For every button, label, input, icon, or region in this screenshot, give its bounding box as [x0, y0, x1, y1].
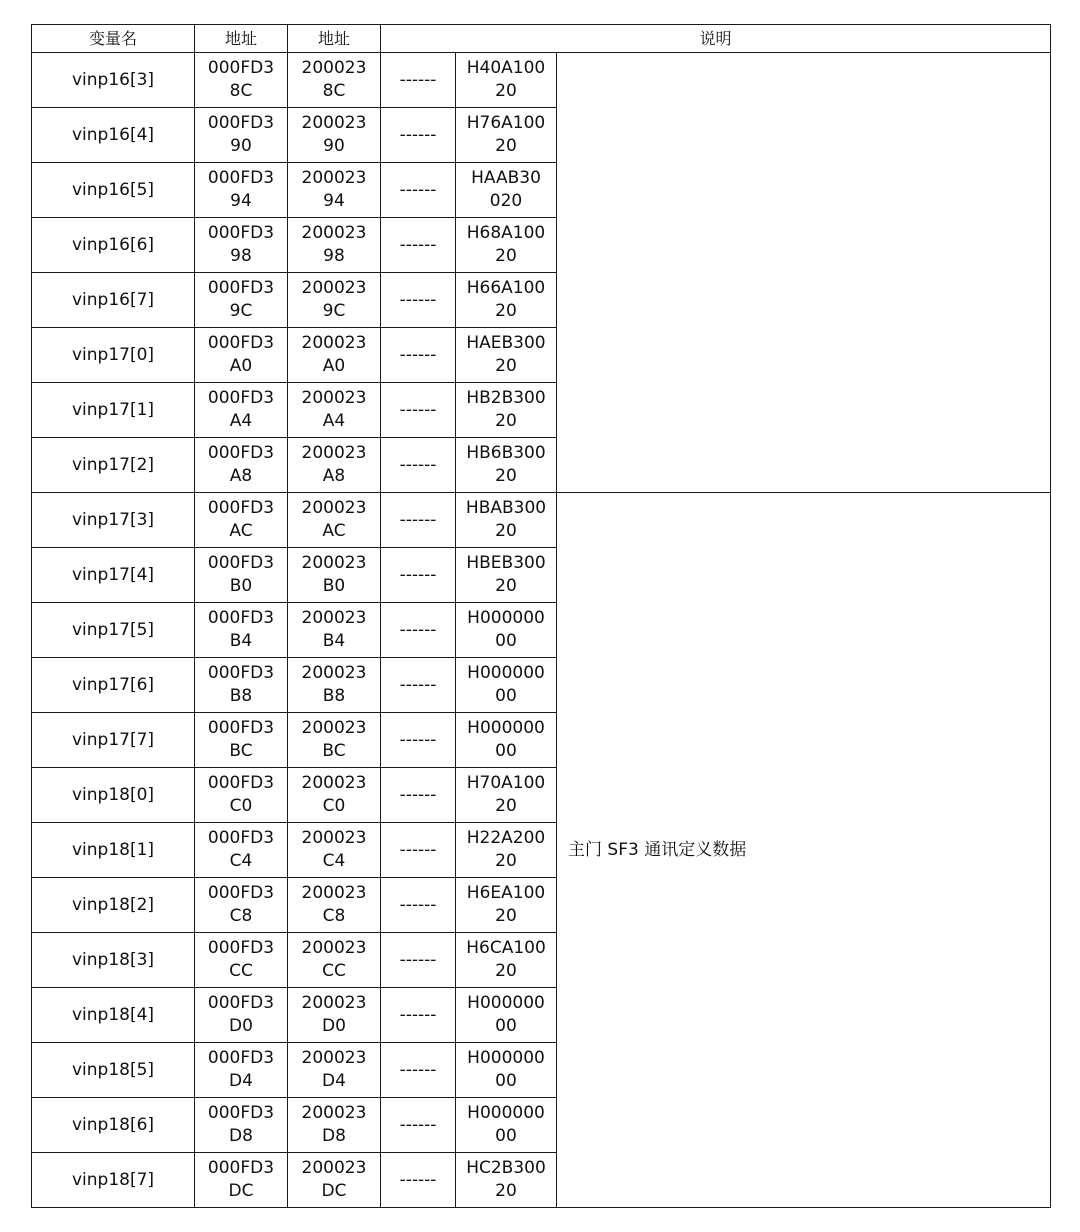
address-1-cell-line: 000FD3	[207, 168, 275, 188]
value-cell	[456, 878, 557, 933]
placeholder-dash-cell: ------	[381, 988, 456, 1043]
address-2-cell-line: B0	[322, 576, 346, 596]
value-cell	[456, 988, 557, 1043]
variable-name-cell: vinp18[2]	[32, 878, 195, 933]
placeholder-dash-cell: ------	[381, 603, 456, 658]
address-2-cell	[288, 1043, 381, 1098]
value-cell-line: 20	[495, 961, 517, 981]
address-2-cell-line: 200023	[301, 168, 367, 188]
value-cell-line: 020	[489, 191, 523, 211]
variable-name-cell: vinp17[4]	[32, 548, 195, 603]
address-2-cell	[288, 988, 381, 1043]
address-1-cell-line: D0	[229, 1016, 253, 1036]
placeholder-dash-cell: ------	[381, 163, 456, 218]
address-1-cell	[195, 163, 288, 218]
value-cell	[456, 53, 557, 108]
address-1-cell-line: D8	[229, 1126, 253, 1146]
value-cell	[456, 108, 557, 163]
value-cell-line: 20	[495, 81, 517, 101]
address-2-cell-line: 200023	[301, 498, 367, 518]
address-1-cell	[195, 823, 288, 878]
address-2-cell-line: 94	[323, 191, 345, 211]
value-cell	[456, 603, 557, 658]
value-cell	[456, 1098, 557, 1153]
address-1-cell	[195, 603, 288, 658]
address-1-cell-line: 000FD3	[207, 663, 275, 683]
address-1-cell-line: 000FD3	[207, 333, 275, 353]
value-cell	[456, 328, 557, 383]
value-cell-line: 20	[495, 576, 517, 596]
address-2-cell-line: D0	[322, 1016, 346, 1036]
variable-name-cell: vinp16[4]	[32, 108, 195, 163]
address-2-cell-line: B8	[322, 686, 346, 706]
address-1-cell-line: 000FD3	[207, 278, 275, 298]
value-cell-line: 20	[495, 1181, 517, 1201]
address-2-cell-line: 200023	[301, 1158, 367, 1178]
address-2-cell	[288, 218, 381, 273]
value-cell	[456, 768, 557, 823]
value-cell	[456, 273, 557, 328]
header-address-1: 地址	[195, 25, 288, 53]
address-1-cell	[195, 1098, 288, 1153]
address-2-cell-line: 200023	[301, 278, 367, 298]
address-2-cell-line: CC	[322, 961, 346, 981]
value-cell-line: HBEB300	[466, 553, 546, 573]
address-2-cell-line: 200023	[301, 223, 367, 243]
value-cell-line: H000000	[467, 608, 545, 628]
address-1-cell	[195, 1043, 288, 1098]
register-table	[31, 24, 1051, 1208]
address-2-cell-line: 200023	[301, 883, 367, 903]
placeholder-dash-cell: ------	[381, 823, 456, 878]
value-cell-line: H6EA100	[466, 883, 546, 903]
value-cell-line: 00	[495, 741, 517, 761]
address-2-cell-line: 200023	[301, 1103, 367, 1123]
value-cell	[456, 218, 557, 273]
variable-name-cell: vinp16[3]	[32, 53, 195, 108]
value-cell	[456, 1043, 557, 1098]
value-cell-line: H40A100	[466, 58, 546, 78]
address-1-cell-line: C0	[229, 796, 253, 816]
address-1-cell-line: AC	[229, 521, 253, 541]
placeholder-dash-cell: ------	[381, 768, 456, 823]
address-2-cell	[288, 658, 381, 713]
address-1-cell-line: 000FD3	[207, 773, 275, 793]
address-1-cell-line: A0	[229, 356, 253, 376]
address-2-cell-line: 200023	[301, 828, 367, 848]
address-2-cell-line: 200023	[301, 718, 367, 738]
placeholder-dash-cell: ------	[381, 383, 456, 438]
value-cell-line: HC2B300	[466, 1158, 546, 1178]
address-2-cell-line: B4	[322, 631, 346, 651]
value-cell-line: 20	[495, 301, 517, 321]
address-1-cell-line: 000FD3	[207, 1103, 275, 1123]
address-1-cell-line: 94	[230, 191, 252, 211]
address-2-cell	[288, 383, 381, 438]
address-2-cell-line: C8	[322, 906, 346, 926]
address-2-cell-line: A8	[322, 466, 346, 486]
value-cell-line: 20	[495, 796, 517, 816]
address-1-cell	[195, 658, 288, 713]
address-1-cell	[195, 988, 288, 1043]
value-cell	[456, 1153, 557, 1208]
address-1-cell-line: B0	[229, 576, 253, 596]
address-2-cell	[288, 163, 381, 218]
address-1-cell-line: 8C	[229, 81, 253, 101]
value-cell-line: 00	[495, 1016, 517, 1036]
address-2-cell	[288, 603, 381, 658]
placeholder-dash-cell: ------	[381, 493, 456, 548]
value-cell	[456, 548, 557, 603]
address-1-cell	[195, 1153, 288, 1208]
address-1-cell-line: 000FD3	[207, 58, 275, 78]
value-cell-line: 20	[495, 851, 517, 871]
placeholder-dash-cell: ------	[381, 933, 456, 988]
variable-name-cell: vinp18[3]	[32, 933, 195, 988]
address-2-cell	[288, 493, 381, 548]
address-2-cell-line: 90	[323, 136, 345, 156]
address-1-cell-line: B4	[229, 631, 253, 651]
address-1-cell	[195, 273, 288, 328]
address-2-cell	[288, 438, 381, 493]
address-2-cell-line: 9C	[322, 301, 346, 321]
placeholder-dash-cell: ------	[381, 1098, 456, 1153]
address-1-cell	[195, 438, 288, 493]
address-1-cell	[195, 53, 288, 108]
address-2-cell	[288, 1153, 381, 1208]
variable-name-cell: vinp17[7]	[32, 713, 195, 768]
address-1-cell-line: A8	[229, 466, 253, 486]
value-cell-line: H000000	[467, 1048, 545, 1068]
value-cell-line: 20	[495, 356, 517, 376]
address-1-cell-line: 000FD3	[207, 718, 275, 738]
address-2-cell-line: 8C	[322, 81, 346, 101]
address-2-cell-line: 200023	[301, 938, 367, 958]
address-1-cell	[195, 108, 288, 163]
table-row	[32, 493, 1051, 548]
address-1-cell	[195, 493, 288, 548]
address-1-cell-line: 000FD3	[207, 223, 275, 243]
address-2-cell	[288, 273, 381, 328]
address-1-cell	[195, 548, 288, 603]
address-1-cell-line: C8	[229, 906, 253, 926]
variable-name-cell: vinp17[3]	[32, 493, 195, 548]
value-cell-line: HAAB30	[471, 168, 541, 188]
header-row	[32, 25, 1051, 53]
address-2-cell-line: D8	[322, 1126, 346, 1146]
address-2-cell-line: DC	[321, 1181, 347, 1201]
address-1-cell	[195, 383, 288, 438]
value-cell-line: HB2B300	[466, 388, 546, 408]
address-2-cell-line: BC	[322, 741, 346, 761]
value-cell-line: H66A100	[466, 278, 546, 298]
value-cell-line: H70A100	[466, 773, 546, 793]
placeholder-dash-cell: ------	[381, 273, 456, 328]
value-cell-line: H22A200	[466, 828, 546, 848]
value-cell-line: HAEB300	[466, 333, 546, 353]
value-cell-line: 00	[495, 686, 517, 706]
variable-name-cell: vinp18[1]	[32, 823, 195, 878]
address-1-cell-line: A4	[229, 411, 253, 431]
variable-name-cell: vinp16[5]	[32, 163, 195, 218]
variable-name-cell: vinp17[5]	[32, 603, 195, 658]
variable-name-cell: vinp16[6]	[32, 218, 195, 273]
value-cell-line: 20	[495, 136, 517, 156]
placeholder-dash-cell: ------	[381, 713, 456, 768]
placeholder-dash-cell: ------	[381, 328, 456, 383]
header-description: 说明	[381, 25, 1051, 53]
variable-name-cell: vinp17[0]	[32, 328, 195, 383]
address-1-cell-line: 9C	[229, 301, 253, 321]
address-2-cell	[288, 328, 381, 383]
address-1-cell-line: 000FD3	[207, 113, 275, 133]
value-cell-line: 00	[495, 1071, 517, 1091]
placeholder-dash-cell: ------	[381, 658, 456, 713]
address-1-cell	[195, 328, 288, 383]
address-2-cell	[288, 1098, 381, 1153]
address-2-cell	[288, 823, 381, 878]
address-1-cell	[195, 768, 288, 823]
address-1-cell-line: D4	[229, 1071, 253, 1091]
variable-name-cell: vinp18[6]	[32, 1098, 195, 1153]
address-1-cell-line: C4	[229, 851, 253, 871]
placeholder-dash-cell: ------	[381, 438, 456, 493]
address-1-cell-line: 000FD3	[207, 498, 275, 518]
description-cell: 主门 SF3 通讯定义数据	[557, 493, 1051, 1208]
address-1-cell-line: CC	[229, 961, 253, 981]
address-1-cell-line: 98	[230, 246, 252, 266]
address-1-cell	[195, 713, 288, 768]
table-row	[32, 53, 1051, 108]
address-2-cell-line: 200023	[301, 443, 367, 463]
address-2-cell-line: 200023	[301, 608, 367, 628]
value-cell-line: H000000	[467, 1103, 545, 1123]
value-cell	[456, 438, 557, 493]
value-cell-line: 20	[495, 411, 517, 431]
address-1-cell-line: 000FD3	[207, 388, 275, 408]
placeholder-dash-cell: ------	[381, 218, 456, 273]
address-2-cell-line: 200023	[301, 663, 367, 683]
value-cell	[456, 713, 557, 768]
address-1-cell-line: 000FD3	[207, 938, 275, 958]
address-1-cell-line: 000FD3	[207, 1048, 275, 1068]
address-2-cell-line: 200023	[301, 553, 367, 573]
address-2-cell	[288, 768, 381, 823]
address-2-cell-line: 200023	[301, 58, 367, 78]
value-cell-line: 20	[495, 906, 517, 926]
address-1-cell-line: 000FD3	[207, 828, 275, 848]
address-1-cell-line: 000FD3	[207, 883, 275, 903]
address-2-cell-line: D4	[322, 1071, 346, 1091]
value-cell-line: HB6B300	[466, 443, 546, 463]
value-cell-line: H000000	[467, 718, 545, 738]
address-2-cell	[288, 108, 381, 163]
address-2-cell-line: 200023	[301, 1048, 367, 1068]
value-cell-line: H000000	[467, 993, 545, 1013]
address-1-cell-line: DC	[228, 1181, 254, 1201]
address-2-cell-line: C0	[322, 796, 346, 816]
value-cell	[456, 383, 557, 438]
value-cell-line: 20	[495, 521, 517, 541]
address-1-cell	[195, 218, 288, 273]
placeholder-dash-cell: ------	[381, 548, 456, 603]
value-cell	[456, 823, 557, 878]
address-2-cell	[288, 713, 381, 768]
address-2-cell-line: 200023	[301, 333, 367, 353]
address-2-cell-line: C4	[322, 851, 346, 871]
variable-name-cell: vinp18[5]	[32, 1043, 195, 1098]
value-cell-line: 20	[495, 466, 517, 486]
header-address-2: 地址	[288, 25, 381, 53]
placeholder-dash-cell: ------	[381, 1043, 456, 1098]
value-cell-line: H76A100	[466, 113, 546, 133]
placeholder-dash-cell: ------	[381, 108, 456, 163]
value-cell-line: H68A100	[466, 223, 546, 243]
variable-name-cell: vinp16[7]	[32, 273, 195, 328]
description-cell	[557, 53, 1051, 493]
address-2-cell-line: 200023	[301, 993, 367, 1013]
address-1-cell-line: BC	[229, 741, 253, 761]
address-1-cell-line: 000FD3	[207, 1158, 275, 1178]
variable-name-cell: vinp17[2]	[32, 438, 195, 493]
value-cell	[456, 493, 557, 548]
address-1-cell-line: B8	[229, 686, 253, 706]
variable-name-cell: vinp18[0]	[32, 768, 195, 823]
address-1-cell-line: 90	[230, 136, 252, 156]
value-cell	[456, 163, 557, 218]
address-2-cell-line: A4	[322, 411, 346, 431]
header-variable-name: 变量名	[32, 25, 195, 53]
address-2-cell-line: 200023	[301, 773, 367, 793]
address-2-cell	[288, 53, 381, 108]
address-2-cell-line: AC	[322, 521, 346, 541]
variable-name-cell: vinp18[7]	[32, 1153, 195, 1208]
address-2-cell	[288, 878, 381, 933]
address-2-cell	[288, 548, 381, 603]
address-1-cell	[195, 878, 288, 933]
address-1-cell	[195, 933, 288, 988]
address-1-cell-line: 000FD3	[207, 553, 275, 573]
placeholder-dash-cell: ------	[381, 53, 456, 108]
address-1-cell-line: 000FD3	[207, 608, 275, 628]
address-2-cell-line: 200023	[301, 388, 367, 408]
address-1-cell-line: 000FD3	[207, 443, 275, 463]
variable-name-cell: vinp17[6]	[32, 658, 195, 713]
placeholder-dash-cell: ------	[381, 1153, 456, 1208]
address-2-cell-line: 98	[323, 246, 345, 266]
value-cell-line: 20	[495, 246, 517, 266]
address-2-cell-line: 200023	[301, 113, 367, 133]
value-cell-line: 00	[495, 631, 517, 651]
value-cell	[456, 658, 557, 713]
placeholder-dash-cell: ------	[381, 878, 456, 933]
value-cell-line: H000000	[467, 663, 545, 683]
value-cell-line: H6CA100	[466, 938, 546, 958]
variable-name-cell: vinp17[1]	[32, 383, 195, 438]
address-1-cell-line: 000FD3	[207, 993, 275, 1013]
value-cell	[456, 933, 557, 988]
value-cell-line: HBAB300	[465, 498, 547, 518]
address-2-cell-line: A0	[322, 356, 346, 376]
value-cell-line: 00	[495, 1126, 517, 1146]
address-2-cell	[288, 933, 381, 988]
variable-name-cell: vinp18[4]	[32, 988, 195, 1043]
